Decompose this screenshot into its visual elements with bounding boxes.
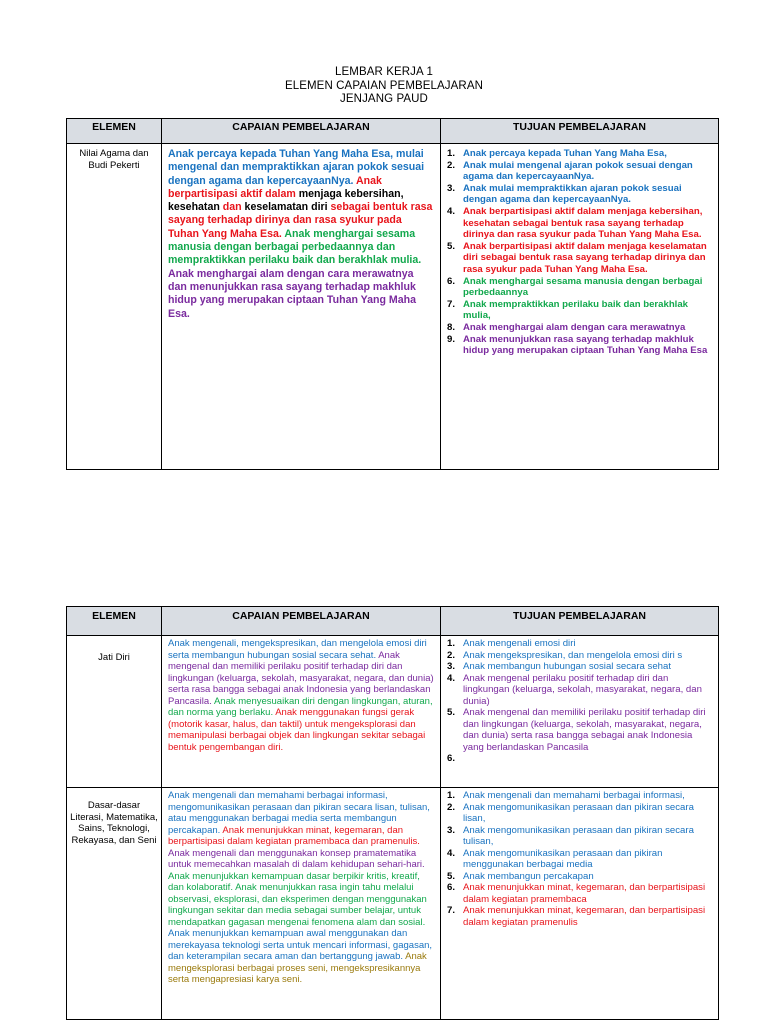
tujuan-cell	[441, 144, 719, 470]
tujuan-item-text: Anak mengekspresikan, dan mengelola emosi diri s	[463, 649, 683, 661]
capaian-text	[168, 638, 435, 753]
header-capaian: CAPAIAN PEMBELAJARAN	[162, 607, 441, 636]
tujuan-item-text: Anak mengenal dan memiliki perilaku positif terhadap diri dan lingkungan (keluarga, sekolah, masyarakat, negara, dan dunia) serta rasa bangga sebagai anak Indonesia yang berlandaskan Pancasila	[463, 707, 706, 753]
tujuan-item	[445, 707, 713, 753]
tujuan-item-number: 2.	[447, 159, 456, 171]
tujuan-item-text: Anak mulai mengenal ajaran pokok sesuai dengan agama dan kepercayaanNya.	[463, 159, 693, 183]
header-tujuan: TUJUAN PEMBELAJARAN	[441, 607, 719, 636]
tujuan-item	[445, 148, 713, 160]
tujuan-item-text: Anak mengenali emosi diri	[463, 638, 576, 649]
tujuan-item-number: 5.	[447, 707, 456, 718]
capaian-segment: sebagai bentuk rasa sayang terhadap dirinya dan rasa syukur pada Tuhan Yang Maha Esa.	[168, 201, 433, 240]
header-tujuan: TUJUAN PEMBELAJARAN	[441, 119, 719, 144]
tujuan-item	[445, 790, 713, 802]
capaian-segment: Anak menghargai alam dengan cara merawatnya dan menunjukkan rasa sayang terhadap makhluk hidup yang merupakan ciptaan Tuhan Yang Maha Esa.	[168, 267, 417, 320]
capaian-segment: Anak percaya kepada Tuhan Yang Maha Esa, mulai mengenal dan mempraktikkan ajaran pokok sesuai dengan agama dan kepercayaanNya.	[168, 148, 425, 187]
elemen-cell: Nilai Agama dan Budi Pekerti	[67, 144, 162, 470]
capaian-segment: Anak menunjukkan minat, kegemaran, dan berpartisipasi dalam kegiatan pramembaca dan pramenulis.	[168, 824, 420, 847]
tujuan-list	[445, 638, 713, 764]
tujuan-item-text: Anak mempraktikkan perilaku baik dan berakhlak mulia,	[463, 298, 689, 322]
tujuan-item-number: 9.	[447, 333, 456, 345]
table-nilai-agama	[66, 118, 719, 470]
capaian-segment: Anak mengenali dan memahami berbagai informasi, mengomunikasikan perasaan dan pikiran secara lisan, tulisan, atau menggunakan berbagai media serta membangun percakapan.	[168, 790, 430, 836]
tujuan-item	[445, 334, 713, 357]
capaian-segment: Anak menggunakan fungsi gerak (motorik kasar, halus, dan taktil) untuk mengeksplorasi dan memanipulasi berbagai objek dan lingkungan sekitar sebagai bentuk pengembangan diri.	[168, 707, 426, 753]
table-row	[67, 144, 719, 470]
tujuan-item-number: 3.	[447, 182, 456, 194]
tujuan-item-text: Anak membangun hubungan sosial secara sehat	[463, 661, 672, 672]
tujuan-item-text: Anak mengenal perilaku positif terhadap diri dan lingkungan (keluarga, sekolah, masyarakat, negara, dan dunia)	[463, 672, 702, 707]
tujuan-item-number: 2.	[447, 649, 456, 661]
tujuan-item-number: 7.	[447, 298, 456, 310]
capaian-segment: Anak mengeksplorasi berbagai proses seni, mengekspresikannya serta mengapresiasi karya seni.	[168, 951, 427, 985]
tujuan-item-number: 4.	[447, 672, 456, 684]
tujuan-item	[445, 848, 713, 871]
tujuan-item	[445, 638, 713, 650]
tujuan-item	[445, 183, 713, 206]
tujuan-item-text: Anak menghargai alam dengan cara merawatnya	[463, 321, 686, 333]
capaian-segment: Anak mengenali, mengekspresikan, dan mengelola emosi diri serta membangun hubungan sosial secara sehat.	[168, 638, 427, 661]
capaian-cell	[162, 788, 441, 1020]
table-header-row	[67, 607, 719, 636]
tujuan-item-number: 7.	[447, 905, 456, 916]
tujuan-item	[445, 871, 713, 883]
capaian-text	[168, 790, 435, 986]
tujuan-item	[445, 160, 713, 183]
tujuan-item-text: Anak menunjukkan minat, kegemaran, dan berpartisipasi dalam kegiatan pramenulis	[463, 905, 706, 928]
tujuan-item-number: 1.	[447, 638, 456, 649]
tujuan-item	[445, 276, 713, 299]
tujuan-item-text: Anak berpartisipasi aktif dalam menjaga kebersihan, kesehatan sebagai bentuk rasa sayang terhadap dirinya dan rasa syukur pada Tuhan Yang Maha Esa.	[463, 205, 703, 241]
capaian-cell	[162, 144, 441, 470]
tujuan-item-number: 3.	[447, 824, 456, 836]
tujuan-item-number: 3.	[447, 661, 456, 672]
tujuan-item	[445, 673, 713, 708]
tujuan-item	[445, 206, 713, 241]
tujuan-item-number: 6.	[447, 275, 456, 287]
table-header-row	[67, 119, 719, 144]
capaian-segment: Anak menunjukkan kemampuan awal menggunakan dan merekayasa teknologi serta untuk mencari informasi, gagasan, dan keterampilan secara aman dan bertanggung jawab.	[168, 928, 433, 962]
tujuan-item-text: Anak menghargai sesama manusia dengan berbagai perbedaannya	[463, 275, 703, 299]
capaian-cell	[162, 636, 441, 788]
tujuan-item	[445, 241, 713, 276]
tujuan-item-text: Anak membangun percakapan	[463, 870, 594, 882]
tujuan-item-text: Anak mengomunikasikan perasaan dan pikiran secara tulisan,	[463, 824, 694, 847]
tujuan-item-number: 4.	[447, 847, 456, 859]
capaian-segment: Anak mengenal dan memiliki perilaku positif terhadap diri dan lingkungan (keluarga, sekolah, masyarakat, negara, dan dunia) serta rasa bangga sebagai anak Indonesia yang berlandaskan Pancasila.	[168, 649, 434, 707]
tujuan-item-text: Anak percaya kepada Tuhan Yang Maha Esa,	[463, 148, 667, 159]
tujuan-item-text: Anak mengenali dan memahami berbagai informasi,	[463, 790, 685, 801]
capaian-segment: keselamatan diri	[244, 201, 331, 214]
table-jati-diri-literasi	[66, 606, 719, 1020]
tujuan-cell	[441, 636, 719, 788]
tujuan-item	[445, 882, 713, 905]
table-row	[67, 788, 719, 1020]
tujuan-item	[445, 650, 713, 662]
tujuan-item-number: 4.	[447, 205, 456, 217]
capaian-segment: Anak mengenali dan menggunakan konsep pramatematika untuk memecahkan masalah di dalam kehidupan sehari-hari.	[168, 847, 425, 870]
tujuan-item-text: Anak mengomunikasikan perasaan dan pikiran secara lisan,	[463, 801, 694, 824]
tujuan-item	[445, 322, 713, 334]
header-elemen: ELEMEN	[67, 607, 162, 636]
tujuan-item-text: Anak menunjukkan minat, kegemaran, dan berpartisipasi dalam kegiatan pramembaca	[463, 882, 706, 905]
tujuan-item-text: Anak mengomunikasikan perasaan dan pikiran menggunakan berbagai media	[463, 847, 663, 870]
tujuan-item	[445, 661, 713, 673]
tujuan-item	[445, 825, 713, 848]
tujuan-item-text: Anak berpartisipasi aktif dalam menjaga keselamatan diri sebagai bentuk rasa sayang terhadap dirinya dan rasa syukur pada Tuhan Yang Maha Esa.	[463, 240, 707, 275]
tujuan-item-number: 1.	[447, 148, 456, 159]
title-line-1: LEMBAR KERJA 1	[335, 66, 433, 78]
capaian-segment: Anak berpartisipasi aktif dalam	[168, 174, 382, 200]
tujuan-item-number: 2.	[447, 801, 456, 813]
tujuan-item-number: 1.	[447, 790, 456, 801]
tujuan-item-text: Anak mulai mempraktikkan ajaran pokok sesuai dengan agama dan kepercayaanNya.	[463, 182, 682, 206]
tujuan-item-number: 5.	[447, 240, 456, 252]
header-capaian: CAPAIAN PEMBELAJARAN	[162, 119, 441, 144]
capaian-text	[168, 148, 435, 321]
title-line-3: JENJANG PAUD	[340, 93, 428, 105]
tujuan-item-number: 6.	[447, 882, 456, 893]
tujuan-item-number: 8.	[447, 321, 456, 333]
tujuan-cell	[441, 788, 719, 1020]
table-row	[67, 636, 719, 788]
worksheet-title	[0, 66, 768, 107]
capaian-segment: Anak menunjukkan kemampuan dasar berpikir kritis, kreatif, dan kolaboratif. Anak menunjukkan rasa ingin tahu melalui observasi, eksplorasi, dan eksperimen dengan menggunakan lingkungan sekitar dan media sebagai sumber belajar, untuk mendapatkan gagasan mengenai fenomena alam dan sosial.	[168, 870, 427, 928]
tujuan-item	[445, 905, 713, 928]
tujuan-list	[445, 148, 713, 357]
header-elemen: ELEMEN	[67, 119, 162, 144]
tujuan-item	[445, 802, 713, 825]
tujuan-item-number: 6.	[447, 753, 456, 764]
tujuan-list	[445, 790, 713, 928]
title-line-2: ELEMEN CAPAIAN PEMBELAJARAN	[284, 79, 484, 92]
tujuan-item-text: Anak menunjukkan rasa sayang terhadap makhluk hidup yang merupakan ciptaan Tuhan Yang Maha Esa	[463, 333, 708, 357]
capaian-segment: Anak menghargai sesama manusia dengan berbagai perbedaannya dan mempraktikkan perilaku baik dan berakhlak mulia.	[168, 227, 422, 267]
capaian-segment: Anak menyesuaikan diri dengan lingkungan, aturan, dan norma yang berlaku.	[168, 695, 433, 718]
elemen-cell: Jati Diri	[67, 636, 162, 788]
tujuan-item	[445, 299, 713, 322]
capaian-segment: dan	[222, 201, 245, 214]
capaian-segment: menjaga kebersihan, kesehatan	[168, 187, 404, 214]
tujuan-item-number: 5.	[447, 870, 456, 882]
elemen-cell: Dasar-dasar Literasi, Matematika, Sains, Teknologi, Rekayasa, dan Seni	[67, 788, 162, 1020]
